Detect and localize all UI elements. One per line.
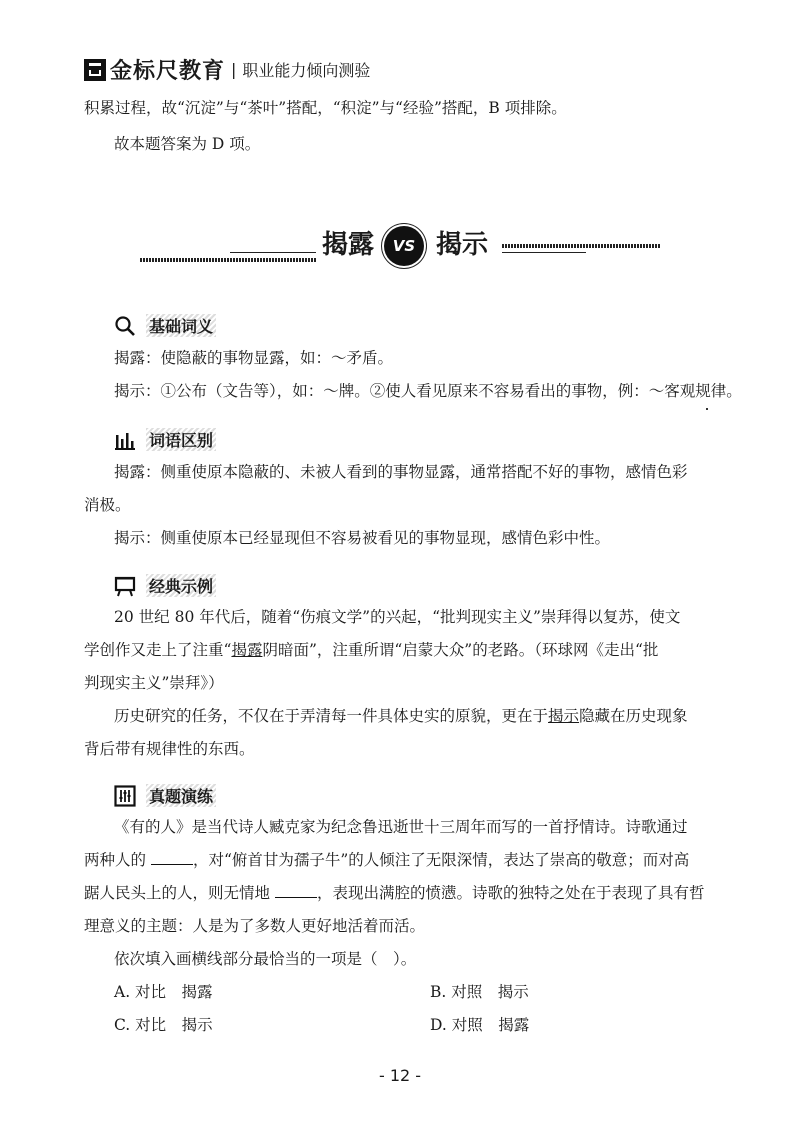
option-b[interactable]: B. 对照 揭示 xyxy=(430,983,529,1001)
answer-blank-2 xyxy=(275,883,317,898)
title-word-2: 揭示 xyxy=(436,230,489,260)
section-title: 基础词义 xyxy=(146,314,216,337)
example1-line-1: 20 世纪 80 年代后，随着“伤痕文学”的兴起，“批判现实主义”崇拜得以复苏，使文 xyxy=(114,608,681,626)
title-banner xyxy=(140,222,660,274)
option-d[interactable]: D. 对照 揭露 xyxy=(430,1016,530,1034)
bar-chart-icon xyxy=(114,429,136,451)
answer-blank-1 xyxy=(151,850,193,865)
vs-badge: VS xyxy=(384,226,424,266)
option-c[interactable]: C. 对比 揭示 xyxy=(114,1016,213,1034)
section-classic-examples xyxy=(114,574,216,597)
title-rule-left xyxy=(140,258,316,262)
question-line-5: 依次填入画横线部分最恰当的一项是（ ）。 xyxy=(114,950,417,968)
section-word-difference xyxy=(114,428,216,451)
magnifier-icon xyxy=(114,315,136,337)
title-rule-left-thin xyxy=(230,252,316,253)
section-title: 词语区别 xyxy=(146,428,216,451)
title-rule-right xyxy=(502,244,660,248)
example2-line-1: 历史研究的任务，不仅在于弄清每一件具体史实的原貌，更在于揭示隐藏在历史现象 xyxy=(114,707,688,725)
intro-line-2: 故本题答案为 D 项。 xyxy=(114,135,261,153)
example1-line-2: 学创作又走上了注重“揭露阴暗面”，注重所谓“启蒙大众”的老路。（环球网《走出“批 xyxy=(84,641,659,659)
page-number: - 12 - xyxy=(378,1066,422,1085)
diff-line-3: 揭示：侧重使原本已经显现但不容易被看见的事物显现，感情色彩中性。 xyxy=(114,529,611,547)
section-title: 经典示例 xyxy=(146,574,216,597)
question-line-2: 两种人的 ，对“俯首甘为孺子牛”的人倾注了无限深情，表达了崇高的敬意；而对高 xyxy=(84,851,690,869)
example2-line-2: 背后带有规律性的东西。 xyxy=(84,740,255,758)
diff-line-2: 消极。 xyxy=(84,496,131,514)
logo-icon xyxy=(84,59,106,81)
header-subtitle: 职业能力倾向测验 xyxy=(242,61,371,80)
section-practice xyxy=(114,784,216,807)
section-basic-meaning xyxy=(114,314,216,337)
question-line-1: 《有的人》是当代诗人臧克家为纪念鲁迅逝世十三周年而写的一首抒情诗。诗歌通过 xyxy=(114,818,688,836)
basic-line-1: 揭露：使隐蔽的事物显露，如：～矛盾。 xyxy=(114,349,394,367)
diff-line-1: 揭露：侧重使原本隐蔽的、未被人看到的事物显露，通常搭配不好的事物，感情色彩 xyxy=(114,463,688,481)
basic-line-2: 揭示：①公布（文告等），如：～牌。②使人看见原来不容易看出的事物，例：～客观规律。 xyxy=(114,382,742,400)
equalizer-icon xyxy=(114,785,136,807)
keyword-underlined: 揭示 xyxy=(548,707,580,725)
stray-dot xyxy=(706,408,708,410)
option-a[interactable]: A. 对比 揭露 xyxy=(114,983,213,1001)
section-title: 真题演练 xyxy=(146,784,216,807)
example1-line-3: 判现实主义”崇拜》） xyxy=(84,674,224,692)
question-line-4: 理意义的主题：人是为了多数人更好地活着而活。 xyxy=(84,917,426,935)
title-word-1: 揭露 xyxy=(322,230,375,260)
header-separator: | xyxy=(231,60,237,79)
presentation-board-icon xyxy=(114,575,136,597)
logo-text: 金标尺教育 xyxy=(110,59,226,84)
title-rule-right-thin xyxy=(502,252,586,253)
page-header xyxy=(84,54,370,85)
question-line-3: 踞人民头上的人，则无情地 ，表现出满腔的愤懑。诗歌的独特之处在于表现了具有哲 xyxy=(84,884,705,902)
keyword-underlined: 揭露 xyxy=(231,641,263,659)
intro-line-1: 积累过程，故“沉淀”与“茶叶”搭配，“积淀”与“经验”搭配，B 项排除。 xyxy=(84,99,567,117)
